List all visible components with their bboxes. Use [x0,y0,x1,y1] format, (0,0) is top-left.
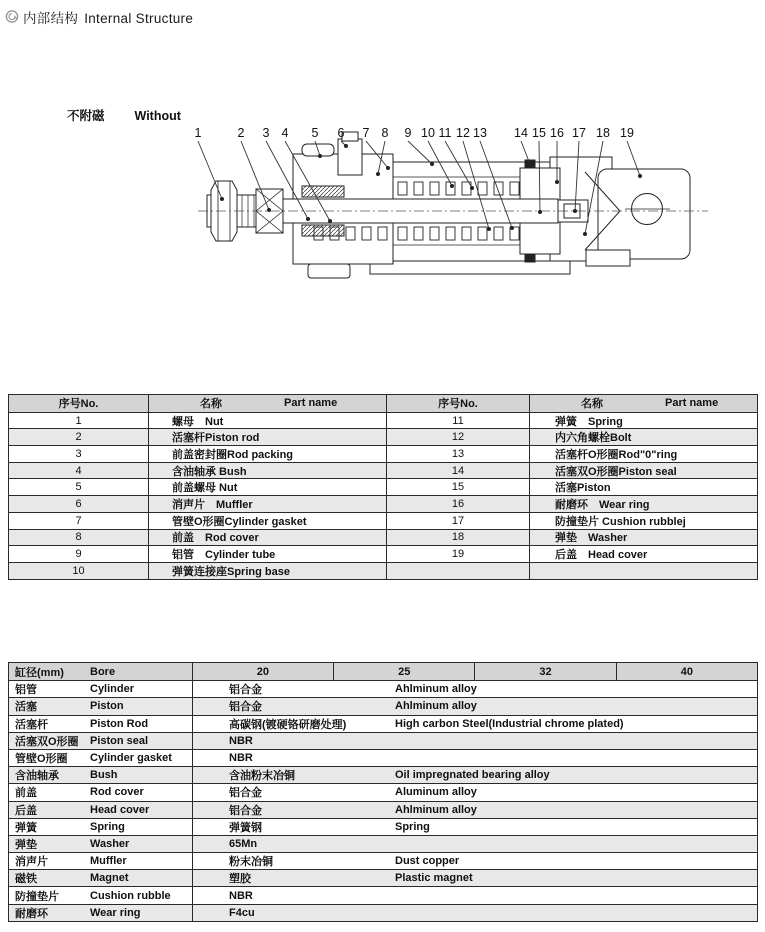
part-name: 弹簧连接座Spring base [148,563,386,579]
callout-number: 16 [550,126,564,140]
part-name: 活塞双O形圈Piston seal [529,463,757,479]
material-value: 粉末冶铜 Dust copper [192,853,757,869]
parts-row [9,512,757,529]
component-name: 防撞垫片 Cushion rubble [15,889,171,903]
callout-number: 3 [262,126,270,140]
part-no: 14 [386,463,529,479]
part-no: 12 [386,429,529,445]
material-row [9,697,757,714]
part-name: 管壁O形圈Cylinder gasket [148,513,386,529]
component-name: 活塞双O形圈 Piston seal [15,734,149,748]
component-name: 活塞 Piston [15,700,124,714]
parts-row [9,562,757,579]
component-name: 含油轴承 Bush [15,769,118,783]
part-name [529,563,757,579]
part-name: 弹簧 Spring [529,413,757,429]
component-name: 弹垫 Washer [15,837,130,851]
component-name: 耐磨环 Wear ring [15,906,141,920]
part-no: 2 [75,431,82,444]
bore-size: 40 [616,663,757,680]
material-row [9,732,757,749]
material-value: 铝合金 Aluminum alloy [192,784,757,800]
part-name: 内六角螺栓Bolt [529,429,757,445]
callout-number: 5 [311,126,319,140]
material-row [9,749,757,766]
material-value: 弹簧钢 Spring [192,819,757,835]
parts-row [9,462,757,479]
col-name-left: 名称 Part name [148,395,386,412]
callout-number: 8 [381,126,389,140]
part-no: 1 [75,414,82,427]
material-row [9,766,757,783]
part-name: 后盖 Head cover [529,546,757,562]
callout-number: 13 [473,126,487,140]
material-value: NBR [192,887,757,903]
part-name: 含油轴承 Bush [148,463,386,479]
callout-number: 1 [194,126,202,140]
col-no-right: 序号No. [386,395,529,412]
part-name: 防撞垫片 Cushion rubblej [529,513,757,529]
col-name-right: 名称 Part name [529,395,757,412]
bore-size: 20 [192,663,333,680]
component-name: 磁铁 Magnet [15,872,129,886]
parts-row [9,478,757,495]
material-row [9,835,757,852]
parts-table-header [9,395,757,412]
callout-number: 10 [421,126,435,140]
page-title-cn: 内部结构 [23,11,79,26]
parts-row [9,445,757,462]
material-value: 含油粉末冶铜 Oil impregnated bearing alloy [192,767,757,783]
bore-header: 缸径(mm) Bore [15,665,116,679]
material-row [9,886,757,903]
part-no: 19 [386,546,529,562]
brand-swirl-icon [4,9,20,25]
material-row [9,715,757,732]
callout-number: 9 [404,126,412,140]
material-row [9,852,757,869]
part-no: 5 [75,481,82,494]
part-no: 18 [386,530,529,546]
variant-label-en: Without [134,109,181,123]
material-row [9,801,757,818]
part-no: 10 [72,564,85,577]
material-value: NBR [192,733,757,749]
parts-row [9,495,757,512]
material-value: 铝合金 Ahlminum alloy [192,802,757,818]
material-row [9,680,757,697]
callout-number: 18 [596,126,610,140]
page-title [23,7,193,27]
component-name: 铝管 Cylinder [15,683,135,697]
callout-number: 7 [362,126,370,140]
material-value: NBR [192,750,757,766]
material-value: 铝合金 Ahlminum alloy [192,698,757,714]
parts-row [9,545,757,562]
callout-number: 11 [438,126,452,140]
part-no: 6 [75,497,82,510]
part-no: 17 [386,513,529,529]
material-row [9,904,757,921]
callout-number: 4 [281,126,289,140]
material-value: F4cu [192,905,757,921]
part-name: 铝管 Cylinder tube [148,546,386,562]
material-row [9,818,757,835]
part-no: 16 [386,496,529,512]
part-name: 前盖 Rod cover [148,530,386,546]
part-no: 13 [386,446,529,462]
parts-row [9,529,757,546]
material-value: 高碳钢(镀硬铬研磨处理) High carbon Steel(Industrial chrome plated) [192,716,757,732]
part-no: 3 [75,447,82,460]
part-no [386,563,529,579]
parts-row [9,428,757,445]
callout-number: 15 [532,126,546,140]
part-no: 9 [75,548,82,561]
part-name: 前盖螺母 Nut [148,479,386,495]
part-name: 前盖密封圈Rod packing [148,446,386,462]
part-no: 11 [386,413,529,429]
callout-number: 14 [514,126,528,140]
component-name: 消声片 Muffler [15,855,127,869]
material-row [9,869,757,886]
bore-size: 32 [474,663,615,680]
part-name: 弹垫 Washer [529,530,757,546]
callout-number: 17 [572,126,586,140]
part-name: 活塞Piston [529,479,757,495]
callout-number: 19 [620,126,634,140]
callout-number: 2 [237,126,245,140]
part-name: 螺母 Nut [148,413,386,429]
parts-table [8,394,758,580]
part-no: 7 [75,514,82,527]
component-name: 前盖 Rod cover [15,786,144,800]
callout-number: 12 [456,126,470,140]
page-header [4,7,193,27]
component-name: 后盖 Head cover [15,803,150,817]
callout-number: 6 [337,126,345,140]
material-value: 铝合金 Ahlminum alloy [192,681,757,697]
cylinder-diagram-svg [80,124,710,282]
variant-label [67,106,181,124]
part-no: 8 [75,531,82,544]
part-no: 15 [386,479,529,495]
parts-row [9,412,757,429]
material-value: 65Mn [192,836,757,852]
material-value: 塑胶 Plastic magnet [192,870,757,886]
cylinder-cross-section-diagram [80,124,710,282]
page-title-en: Internal Structure [84,11,194,26]
material-row [9,783,757,800]
part-name: 消声片 Muffler [148,496,386,512]
part-name: 活塞杆O形圈Rod"0"ring [529,446,757,462]
col-no-left: 序号No. [58,398,99,411]
component-name: 活塞杆 Piston Rod [15,717,149,731]
part-no: 4 [75,464,82,477]
bore-size: 25 [333,663,474,680]
component-name: 弹簧 Spring [15,820,125,834]
materials-table [8,662,758,922]
materials-table-header [9,663,757,680]
part-name: 耐磨环 Wear ring [529,496,757,512]
part-name: 活塞杆Piston rod [148,429,386,445]
component-name: 管壁O形圈 Cylinder gasket [15,752,172,766]
variant-label-cn: 不附磁 [67,109,105,123]
